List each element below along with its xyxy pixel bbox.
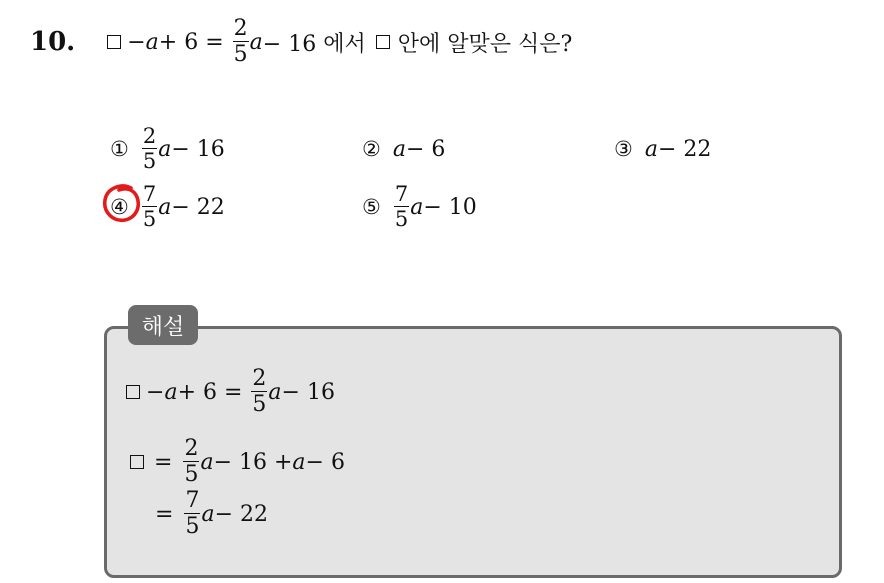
option-var: a: [410, 194, 424, 220]
fraction-denominator: 5: [252, 392, 267, 417]
option-marker: ⑤: [362, 195, 381, 219]
fraction-numerator: 7: [142, 182, 157, 206]
line-rest: − 22: [214, 501, 268, 527]
line-rest: − 6: [305, 449, 345, 475]
line-var: a: [164, 379, 178, 405]
option-var: a: [158, 136, 172, 162]
line-fraction: [184, 490, 200, 538]
option-1[interactable]: [110, 118, 225, 180]
option-rest: − 6: [405, 136, 446, 162]
option-var: a: [158, 194, 172, 220]
line-rest: − 16 +: [213, 449, 293, 475]
question-line: [30, 14, 572, 70]
blank-box: [126, 385, 140, 399]
line-equals: =: [154, 449, 173, 475]
question-rhs-rest: − 16 에서: [262, 31, 366, 57]
option-rest: − 22: [171, 194, 225, 220]
line-fraction: [251, 368, 267, 416]
line-rest: − 16: [281, 379, 335, 405]
option-fraction: [394, 184, 409, 230]
fraction-numerator: 2: [252, 366, 267, 391]
option-var: a: [644, 136, 658, 162]
line-rest: + 6 =: [177, 379, 243, 405]
solution-line-2: [130, 432, 345, 492]
line-var: a: [268, 379, 282, 405]
option-marker: ②: [362, 137, 381, 161]
line-fraction: [183, 438, 199, 486]
blank-box: [130, 455, 144, 469]
option-fraction: [142, 184, 157, 230]
solution-line-3: [155, 484, 268, 544]
fraction-numerator: 2: [184, 436, 199, 461]
blank-box: [376, 35, 390, 49]
solution-tag: 해설: [128, 305, 198, 345]
blank-box: [107, 35, 121, 49]
question-fraction: [233, 18, 249, 66]
fraction-denominator: 5: [184, 462, 199, 487]
fraction-denominator: 5: [233, 42, 248, 67]
line-equals: =: [155, 501, 174, 527]
fraction-numerator: 7: [185, 488, 200, 513]
question-lhs-rest: + 6 =: [158, 29, 224, 55]
option-marker: ①: [110, 137, 129, 161]
question-number: 10.: [30, 27, 76, 57]
line-var: a: [200, 449, 214, 475]
question-lhs-var: a: [145, 29, 159, 55]
answer-circle-mark-icon: [101, 182, 143, 224]
option-rest: − 10: [423, 194, 477, 220]
option-5[interactable]: [362, 176, 477, 238]
option-rest: − 16: [171, 136, 225, 162]
line-var: a: [292, 449, 306, 475]
option-marker: ③: [614, 137, 633, 161]
fraction-denominator: 5: [142, 149, 157, 173]
fraction-numerator: 7: [394, 182, 409, 206]
question-tail: 안에 알맞은 식은?: [397, 31, 573, 57]
fraction-numerator: 2: [233, 16, 248, 41]
option-marker: ④: [110, 195, 129, 219]
option-2[interactable]: [362, 118, 445, 180]
fraction-denominator: 5: [142, 207, 157, 231]
line-var: a: [201, 501, 215, 527]
solution-line-1: [126, 362, 335, 422]
option-rest: − 22: [657, 136, 712, 162]
question-rhs-var: a: [249, 29, 263, 55]
fraction-denominator: 5: [185, 514, 200, 539]
option-3[interactable]: [614, 118, 711, 180]
option-fraction: [142, 126, 157, 172]
line-minus: −: [146, 379, 165, 405]
option-var: a: [392, 136, 406, 162]
fraction-numerator: 2: [142, 124, 157, 148]
question-lhs-minus: −: [127, 29, 146, 55]
fraction-denominator: 5: [394, 207, 409, 231]
